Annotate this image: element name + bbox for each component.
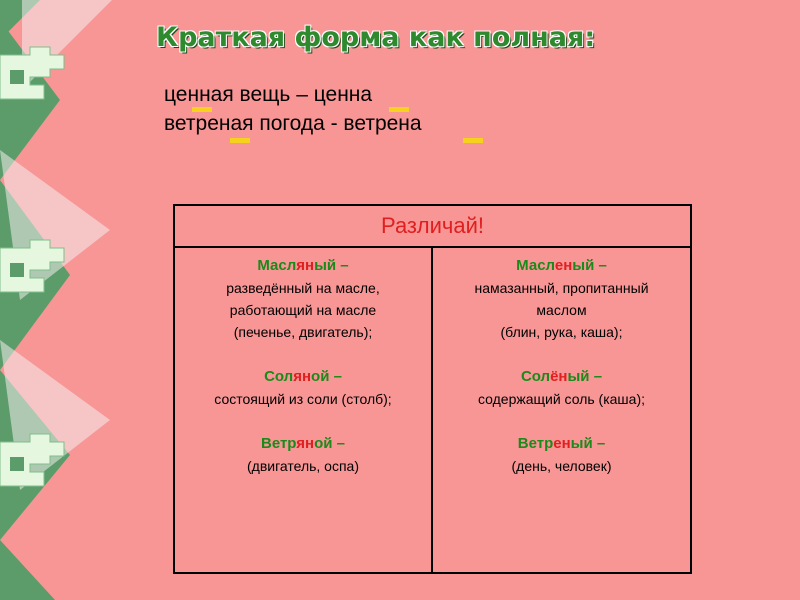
- definition-line: (двигатель, оспа): [247, 458, 359, 474]
- definition-line: разведённый на масле,: [226, 280, 380, 296]
- definition-line: намазанный, пропитанный: [474, 280, 649, 296]
- right-entry-2: Солёный – содержащий соль (каша);: [433, 365, 690, 410]
- left-column: [174, 247, 432, 573]
- underline-mark: [192, 107, 212, 112]
- example-line-2: ветреная погода - ветрена: [164, 112, 422, 135]
- term: Солёный: [520, 368, 590, 385]
- underline-mark: [389, 107, 409, 112]
- term: Соляной: [264, 368, 330, 385]
- definition-line: (блин, рука, каша);: [500, 324, 623, 340]
- term: Масленый: [516, 257, 595, 274]
- underline-mark: [230, 138, 250, 143]
- right-entry-3: Ветреный – (день, человек): [433, 432, 690, 477]
- left-entry-3: Ветряной – (двигатель, оспа): [175, 432, 431, 477]
- left-entry-2: Соляной – состоящий из соли (столб);: [175, 365, 431, 410]
- definition-line: (день, человек): [511, 458, 612, 474]
- term: Ветреный: [517, 435, 593, 452]
- term: Масляный: [257, 257, 337, 274]
- definition-line: состоящий из соли (столб);: [214, 391, 392, 407]
- underline-mark: [463, 138, 483, 143]
- definition-line: работающий на масле: [229, 302, 377, 318]
- definition-line: содержащий соль (каша);: [477, 391, 645, 407]
- table-header: Различай!: [174, 205, 691, 247]
- term: Ветряной: [260, 435, 333, 452]
- right-entry-1: Масленый – намазанный, пропитанный маслом (блин, рука, каша);: [433, 254, 690, 343]
- definition-line: маслом: [536, 302, 587, 318]
- comparison-table: [173, 204, 692, 574]
- left-entry-1: Масляный – разведённый на масле, работающий на масле (печенье, двигатель);: [175, 254, 431, 343]
- decorative-border: [0, 0, 112, 600]
- slide-title: Краткая форма как полная:: [156, 22, 596, 53]
- definition-line: (печенье, двигатель);: [233, 324, 373, 340]
- right-column: [432, 247, 691, 573]
- example-line-1: ценная вещь – ценна: [164, 83, 373, 106]
